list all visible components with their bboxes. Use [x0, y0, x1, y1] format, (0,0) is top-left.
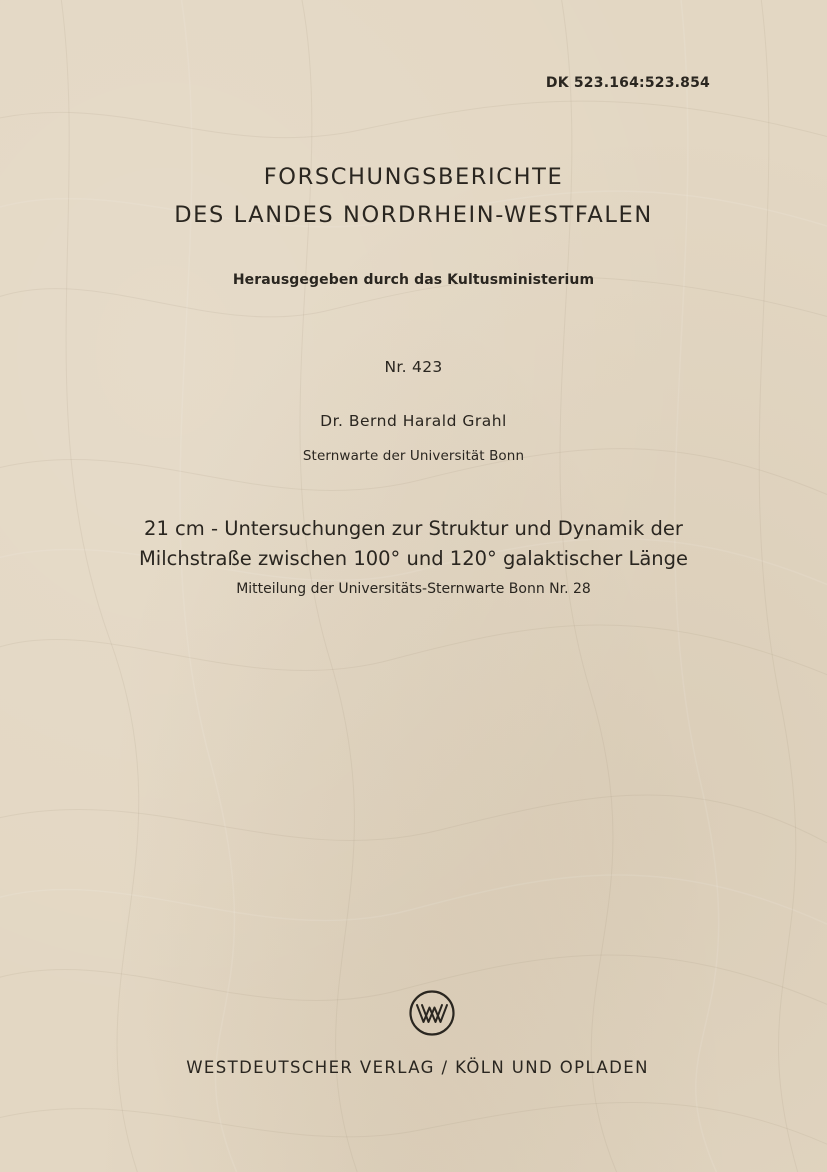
- publisher-name: WESTDEUTSCHER VERLAG / KÖLN UND OPLADEN: [186, 1058, 649, 1077]
- author-affiliation: Sternwarte der Universität Bonn: [302, 448, 525, 464]
- editor-line: Herausgegeben durch das Kultusministerium: [232, 272, 595, 288]
- book-subtitle: Mitteilung der Universitäts-Sternwarte Bonn Nr. 28: [236, 581, 591, 597]
- book-title-line-1: 21 cm - Untersuchungen zur Struktur und Dynamik der: [144, 517, 683, 540]
- volume-number: Nr. 423: [384, 358, 443, 376]
- classification-number: DK 523.164:523.854: [545, 75, 710, 91]
- author-name: Dr. Bernd Harald Grahl: [320, 412, 507, 430]
- book-title-line-2: Milchstraße zwischen 100° und 120° galaktischer Länge: [138, 547, 689, 570]
- series-title-line-1: FORSCHUNGSBERICHTE: [263, 164, 564, 190]
- series-title-line-2: DES LANDES NORDRHEIN-WESTFALEN: [174, 202, 653, 228]
- wv-publisher-logo-icon: [408, 989, 456, 1037]
